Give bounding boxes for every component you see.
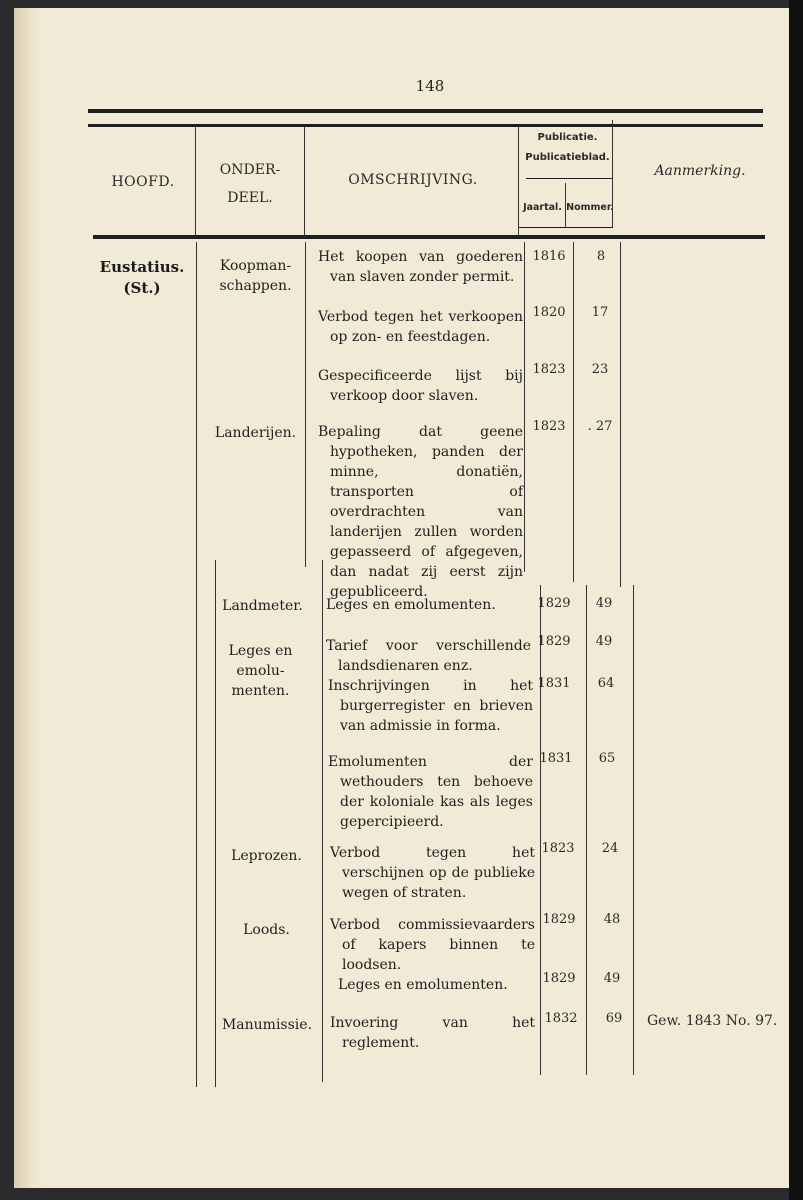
entry-description: Verbod tegen het verkoopen op zon- en feestdagen.	[318, 309, 523, 345]
onderdeel-leges	[208, 641, 313, 701]
entry-year: 1831	[537, 676, 571, 691]
header-sub-rule	[519, 227, 613, 228]
header-divider	[195, 127, 196, 235]
entry-description: Leges en emolumenten.	[338, 977, 508, 993]
entry-year: 1816	[532, 249, 566, 264]
entry-year: 1829	[542, 912, 576, 927]
onderdeel-landerijen: Landerijen.	[214, 425, 297, 441]
entry-number: 8	[596, 249, 606, 264]
column-line	[215, 560, 216, 1087]
onderdeel-line: schappen.	[219, 278, 292, 294]
header-divider	[304, 127, 305, 235]
entry-year: 1823	[532, 362, 566, 377]
onderdeel-line: Leges en	[228, 643, 293, 659]
entry-number: 17	[591, 305, 609, 320]
entry-number: 64	[597, 676, 615, 691]
onderdeel-koopmanschappen	[203, 256, 308, 296]
header-bottom-rule	[93, 235, 765, 239]
column-line	[620, 242, 621, 587]
entry-year: 1820	[532, 305, 566, 320]
entry-year: 1831	[539, 751, 573, 766]
header-onderdeel-line2: DEEL.	[227, 190, 273, 206]
header-jaartal: Jaartal.	[523, 202, 562, 213]
entry-description: Inschrijvingen in het burgerregister en brieven van admissie in forma.	[328, 678, 533, 734]
entry-description: Verbod commissievaarders of kapers binnen te loodsen.	[330, 917, 535, 973]
top-rule-thick	[88, 109, 763, 113]
entry-number: 65	[598, 751, 616, 766]
header-hoofd: HOOFD.	[111, 174, 175, 190]
header-nommer: Nommer.	[566, 202, 614, 213]
header-aanmerking: Aanmerking.	[654, 163, 746, 179]
entry-number: 49	[595, 596, 613, 611]
entry-year: 1823	[541, 841, 575, 856]
column-line	[540, 585, 541, 1075]
column-line	[573, 242, 574, 582]
entry-year: 1823	[532, 419, 566, 434]
onderdeel-line: emolu-	[236, 663, 285, 679]
entry-description: Gespecificeerde lijst bij verkoop door slaven.	[318, 368, 523, 404]
column-line	[322, 560, 323, 1082]
hoofd-line1: Eustatius.	[99, 258, 185, 276]
entry-number: 48	[603, 912, 621, 927]
entry-number: 49	[595, 634, 613, 649]
entry-year: 1832	[544, 1011, 578, 1026]
column-line	[524, 242, 525, 572]
publicatie-divider	[526, 178, 612, 179]
onderdeel-manumissie: Manumissie.	[221, 1017, 313, 1033]
onderdeel-loods: Loods.	[243, 922, 290, 938]
onderdeel-landmeter: Landmeter.	[222, 598, 303, 614]
header-onderdeel-line1: ONDER-	[219, 162, 281, 178]
page-edge	[14, 8, 42, 1188]
entry-description: Bepaling dat geene hypotheken, panden der minne, donatiën, transporten of overdrachten van landerijen zullen worden gepasseerd of afgegeven, dan nadat zij eerst zijn gepubliceerd.	[318, 424, 523, 600]
header-onderdeel	[205, 156, 295, 212]
header-publicatie	[520, 128, 615, 168]
entry-description: Invoering van het reglement.	[330, 1015, 535, 1051]
header-publicatie-line2: Publicatieblad.	[525, 152, 610, 163]
entry-description: Het koopen van goederen van slaven zonder permit.	[318, 249, 523, 285]
entry-year: 1829	[537, 634, 571, 649]
hoofd-entry	[92, 257, 192, 299]
header-omschrijving: OMSCHRIJVING.	[348, 172, 478, 188]
onderdeel-line: menten.	[231, 683, 290, 699]
onderdeel-line: Koopman-	[219, 258, 292, 274]
entry-description: Tarief voor verschillende landsdienaren enz.	[326, 638, 531, 674]
column-line	[633, 585, 634, 1075]
entry-number: 24	[601, 841, 619, 856]
header-divider	[518, 127, 519, 235]
entry-description: Emolumenten der wethouders ten behoeve der koloniale kas als leges gepercipieerd.	[328, 754, 533, 830]
onderdeel-leprozen: Leprozen.	[231, 848, 302, 864]
entry-year: 1829	[542, 971, 576, 986]
page-number: 148	[415, 77, 445, 95]
hoofd-line2: (St.)	[123, 279, 161, 297]
entry-description: Leges en emolumenten.	[326, 597, 496, 613]
entry-year: 1829	[537, 596, 571, 611]
entry-number: 69	[605, 1011, 623, 1026]
entry-description: Verbod tegen het verschijnen op de publieke wegen of straten.	[330, 845, 535, 901]
column-line	[196, 242, 197, 1087]
entry-remark: Gew. 1843 No. 97.	[647, 1013, 778, 1029]
entry-number: 23	[591, 362, 609, 377]
scan-border	[789, 0, 803, 1200]
top-rule-thin	[88, 124, 763, 127]
header-publicatie-line1: Publicatie.	[537, 132, 598, 143]
column-line	[586, 585, 587, 1075]
entry-number: . 27	[587, 419, 613, 434]
entry-number: 49	[603, 971, 621, 986]
